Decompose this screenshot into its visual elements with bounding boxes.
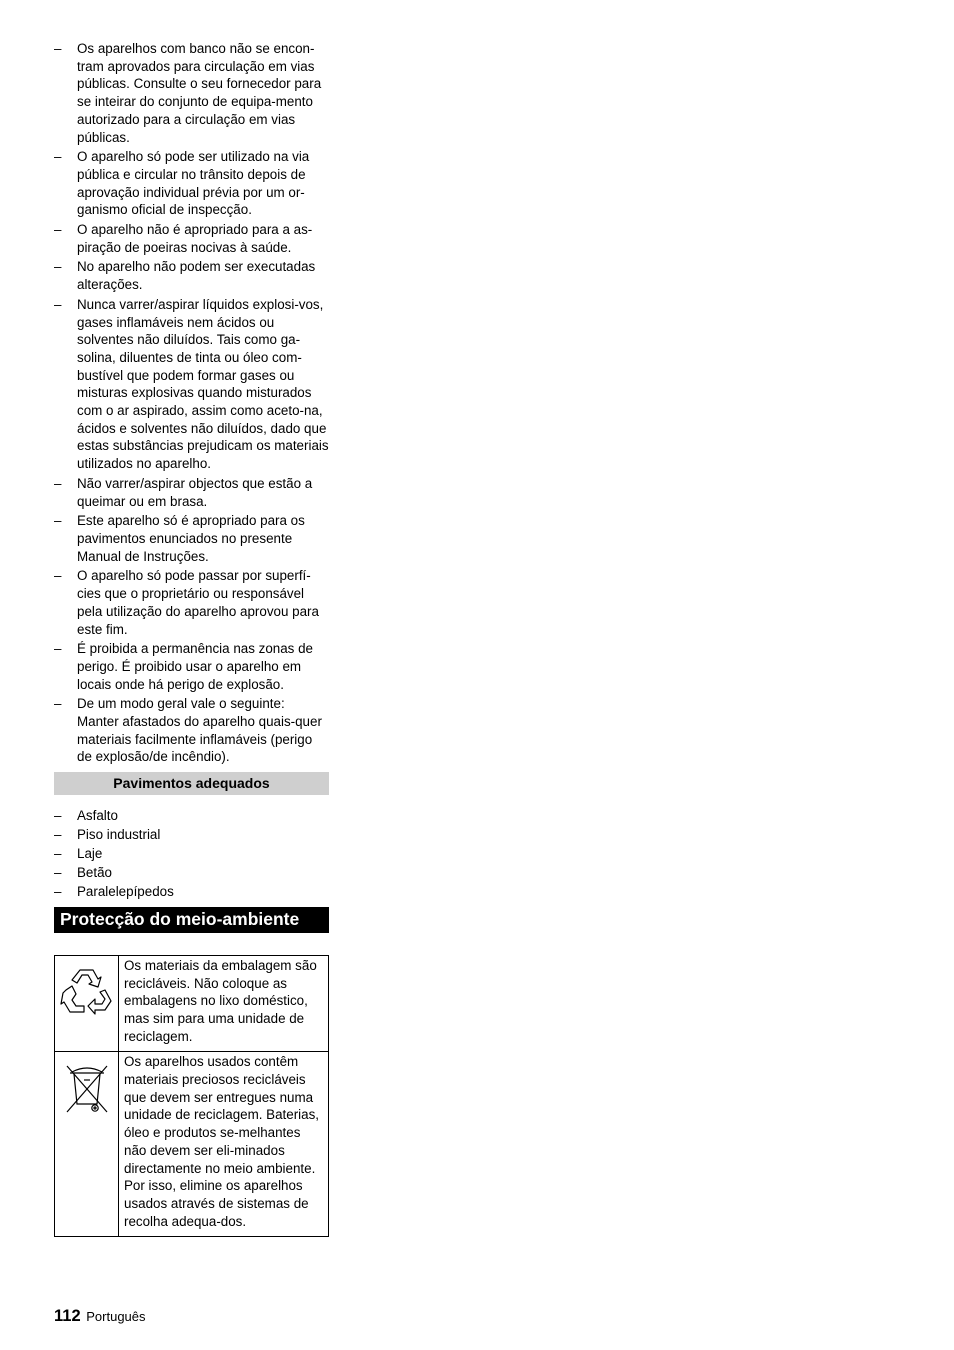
dash-bullet: – xyxy=(54,865,62,881)
list-item-text: Piso industrial xyxy=(77,827,161,843)
crossed-bin-icon xyxy=(64,1060,110,1116)
list-item xyxy=(54,845,329,863)
list-item-text: Paralelepípedos xyxy=(77,884,174,900)
dash-bullet: – xyxy=(54,222,62,238)
disposal-text: Os aparelhos usados contêm materiais preciosos recicláveis que devem ser entregues numa unidade de reciclagem. Baterias, óleo e produtos se-melhantes não devem ser eli-minados directamente no meio ambiente. Por isso, elimine os aparelhos usados através de sistemas de recolha adequa-dos. xyxy=(119,1052,329,1237)
list-item-text: Laje xyxy=(77,846,103,862)
list-item-text: Betão xyxy=(77,865,112,881)
list-item-text: Nunca varrer/aspirar líquidos explosi-vos, gases inflamáveis nem ácidos ou solventes não diluídos. Tais como ga-solina, diluentes de tinta ou óleo com-bustível que podem formar gases ou misturas explosivas quando misturados com o ar aspirado, assim como aceto-na, ácidos e solventes não diluídos, dado que estas substâncias prejudicam os materiais utilizados no aparelho. xyxy=(77,296,329,472)
list-item xyxy=(54,826,329,844)
list-item xyxy=(54,864,329,882)
dash-bullet: – xyxy=(54,641,62,657)
dash-bullet: – xyxy=(54,696,62,712)
list-item-text: O aparelho só pode ser utilizado na via pública e circular no trânsito depois de aprovação individual prévia por um or-ganismo oficial de inspecção. xyxy=(77,149,310,218)
list-item-text: De um modo geral vale o seguinte: Manter afastados do aparelho quais-quer materiais facilmente inflamáveis (perigo de explosão/de incêndio). xyxy=(77,696,322,765)
list-item xyxy=(54,567,329,638)
dash-bullet: – xyxy=(54,41,62,56)
list-item xyxy=(54,148,329,219)
list-item-text: É proibida a permanência nas zonas de perigo. É proibido usar o aparelho em locais onde há perigo de explosão. xyxy=(77,641,313,692)
list-item-text: Este aparelho só é apropriado para os pavimentos enunciados no presente Manual de Instruções. xyxy=(77,513,305,564)
list-item xyxy=(54,695,329,766)
list-item xyxy=(54,475,329,510)
table-row xyxy=(55,1052,329,1237)
list-item xyxy=(54,40,329,146)
list-item-text: Asfalto xyxy=(77,808,118,824)
list-item xyxy=(54,258,329,293)
recycling-text: Os materiais da embalagem são recicláveis. Não coloque as embalagens no lixo doméstico, mas sim para uma unidade de reciclagem. xyxy=(119,955,329,1052)
list-item xyxy=(54,221,329,256)
list-item-text: O aparelho só pode passar por superfí-cies que o proprietário ou responsável pela utilização do aparelho aprovou para este fim. xyxy=(77,568,319,637)
list-item xyxy=(54,512,329,565)
dash-bullet: – xyxy=(54,513,62,529)
page-number: 112 xyxy=(54,1307,81,1325)
recycle-icon xyxy=(60,964,114,1016)
page-footer xyxy=(54,1307,146,1326)
floors-list xyxy=(54,807,329,901)
dash-bullet: – xyxy=(54,259,62,275)
floors-heading: Pavimentos adequados xyxy=(54,772,329,795)
list-item xyxy=(54,883,329,901)
dash-bullet: – xyxy=(54,296,62,312)
section-title: Protecção do meio-ambiente xyxy=(54,907,329,933)
main-column xyxy=(54,40,329,1237)
dash-bullet: – xyxy=(54,846,62,862)
table-row xyxy=(55,955,329,1052)
list-item-text: O aparelho não é apropriado para a as-piração de poeiras nocivas à saúde. xyxy=(77,222,313,255)
dash-bullet: – xyxy=(54,475,62,491)
icon-cell xyxy=(55,955,119,1052)
list-item xyxy=(54,296,329,473)
list-item-text: No aparelho não podem ser executadas alterações. xyxy=(77,259,316,293)
dash-bullet: – xyxy=(54,884,62,900)
environment-table xyxy=(54,955,329,1238)
list-item-text: Não varrer/aspirar objectos que estão a queimar ou em brasa. xyxy=(77,475,313,509)
dash-bullet: – xyxy=(54,827,62,843)
safety-list xyxy=(54,40,329,766)
dash-bullet: – xyxy=(54,568,62,584)
list-item xyxy=(54,640,329,693)
footer-language: Português xyxy=(86,1309,146,1324)
list-item-text: Os aparelhos com banco não se encon-tram aprovados para circulação em vias públicas. Consulte o seu fornecedor para se inteirar do conjunto de equipa-mento autorizado para a circulação em vias públicas. xyxy=(77,41,322,145)
dash-bullet: – xyxy=(54,808,62,824)
icon-cell xyxy=(55,1052,119,1237)
dash-bullet: – xyxy=(54,149,62,165)
list-item xyxy=(54,807,329,825)
